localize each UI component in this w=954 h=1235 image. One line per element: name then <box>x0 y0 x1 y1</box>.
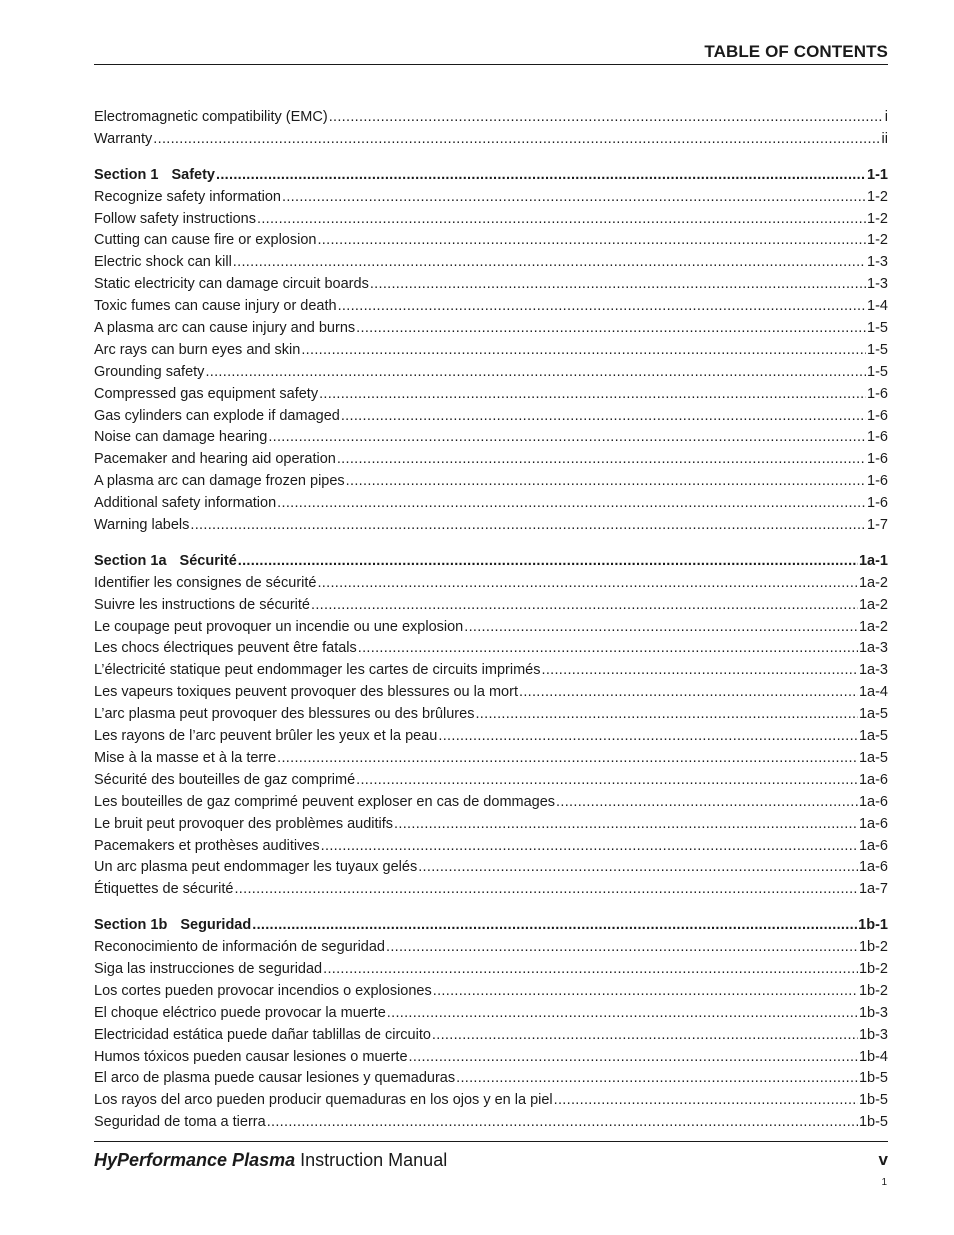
toc-entry-title: Electric shock can kill <box>94 254 232 271</box>
toc-page-number: 1-6 <box>867 407 888 424</box>
footer-brand: HyPerformance Plasma <box>94 1150 296 1170</box>
toc-page-number: 1b-3 <box>858 1004 888 1021</box>
dot-leader <box>475 704 858 726</box>
toc-entry[interactable] <box>94 1068 888 1090</box>
toc-page-number: 1b-2 <box>858 982 888 999</box>
toc-page-number: 1-2 <box>867 188 888 205</box>
toc-entry-title: Noise can damage hearing <box>94 429 268 446</box>
toc-entry-title: L’arc plasma peut provoquer des blessures ou des brûlures <box>94 706 475 723</box>
toc-page-number: 1a-2 <box>858 574 888 591</box>
toc-page-number: 1b-5 <box>858 1114 888 1131</box>
dot-leader <box>277 748 858 770</box>
toc-entry-title: Seguridad de toma a tierra <box>94 1114 266 1131</box>
toc-entry-title: Humos tóxicos pueden causar lesiones o muerte <box>94 1048 408 1065</box>
toc-entry[interactable] <box>94 792 888 814</box>
toc-page-number: 1a-3 <box>858 662 888 679</box>
toc-section-group <box>94 915 888 1134</box>
toc-section-title: Sécurité <box>179 552 237 569</box>
front-matter-group <box>94 107 888 151</box>
toc-entry-title: Les vapeurs toxiques peuvent provoquer des blessures ou la mort <box>94 684 518 701</box>
toc-entry-title: Warning labels <box>94 517 190 534</box>
dot-leader <box>554 1090 858 1112</box>
page-title: TABLE OF CONTENTS <box>704 42 888 61</box>
toc-entry[interactable] <box>94 857 888 879</box>
dot-leader <box>438 726 858 748</box>
toc-page-number: 1-5 <box>867 341 888 358</box>
dot-leader <box>311 595 858 617</box>
toc-entry-title: Toxic fumes can cause injury or death <box>94 298 337 315</box>
toc-section-number: Section 1b <box>94 917 168 934</box>
toc-entry[interactable] <box>94 384 888 406</box>
dot-leader <box>358 638 858 660</box>
toc-entry-title: Los cortes pueden provocar incendios o explosiones <box>94 982 432 999</box>
toc-page-number: 1b-2 <box>858 939 888 956</box>
dot-leader <box>238 551 858 573</box>
toc-entry[interactable] <box>94 682 888 704</box>
toc-entry-title: El arco de plasma puede causar lesiones y quemaduras <box>94 1070 456 1087</box>
dot-leader <box>257 209 866 231</box>
toc-entry[interactable] <box>94 107 888 129</box>
dot-leader <box>252 915 857 937</box>
dot-leader <box>433 981 858 1003</box>
dot-leader <box>319 384 866 406</box>
dot-leader <box>338 296 866 318</box>
toc-entry[interactable] <box>94 959 888 981</box>
toc-entry[interactable] <box>94 573 888 595</box>
toc-page-number: i <box>884 109 888 125</box>
toc-page-number: 1a-6 <box>858 815 888 832</box>
toc-entry[interactable] <box>94 129 888 151</box>
dot-leader <box>282 187 866 209</box>
toc-entry-title: Le bruit peut provoquer des problèmes auditifs <box>94 815 394 832</box>
toc-entry-title: Sécurité des bouteilles de gaz comprimé <box>94 771 356 788</box>
toc-entry-title: Identifier les consignes de sécurité <box>94 574 317 591</box>
toc-entry-title: Les chocs électriques peuvent être fatals <box>94 640 357 657</box>
dot-leader <box>370 274 866 296</box>
toc-page-number: 1a-7 <box>858 881 888 898</box>
dot-leader <box>346 471 866 493</box>
toc-section-title: Seguridad <box>180 917 252 934</box>
dot-leader <box>356 318 866 340</box>
dot-leader <box>418 857 858 879</box>
footer-divider <box>94 1141 888 1142</box>
toc-entry-title: Étiquettes de sécurité <box>94 881 234 898</box>
toc-entry[interactable] <box>94 726 888 748</box>
toc-entry[interactable] <box>94 981 888 1003</box>
toc-entry[interactable] <box>94 617 888 639</box>
toc-entry-title: Les bouteilles de gaz comprimé peuvent exploser en cas de dommages <box>94 793 556 810</box>
toc-entry[interactable] <box>94 515 888 537</box>
toc-page-number: 1-7 <box>867 517 888 534</box>
toc-entry[interactable] <box>94 449 888 471</box>
dot-leader <box>541 660 857 682</box>
table-of-contents <box>94 107 888 1148</box>
toc-section-group <box>94 551 888 901</box>
toc-entry-title: Le coupage peut provoquer un incendie ou une explosion <box>94 618 464 635</box>
toc-entry-title: Reconocimiento de información de seguridad <box>94 939 385 956</box>
toc-entry[interactable] <box>94 362 888 384</box>
dot-leader <box>205 362 866 384</box>
dot-leader <box>317 230 866 252</box>
toc-page-number: 1-4 <box>867 298 888 315</box>
toc-entry[interactable] <box>94 1047 888 1069</box>
toc-entry-title: A plasma arc can cause injury and burns <box>94 320 356 337</box>
toc-page-number: 1a-5 <box>858 706 888 723</box>
toc-page-number: 1b-2 <box>858 960 888 977</box>
toc-entry[interactable] <box>94 1090 888 1112</box>
toc-page-number: 1-1 <box>867 166 888 183</box>
dot-leader <box>556 792 858 814</box>
toc-entry-title: Arc rays can burn eyes and skin <box>94 341 301 358</box>
toc-entry[interactable] <box>94 318 888 340</box>
toc-entry-title: Static electricity can damage circuit boards <box>94 276 369 293</box>
dot-leader <box>317 573 858 595</box>
toc-page-number: 1b-1 <box>858 917 888 934</box>
toc-section-heading[interactable] <box>94 915 888 937</box>
toc-page-number: 1-3 <box>867 254 888 271</box>
toc-entry-title: Cutting can cause fire or explosion <box>94 232 317 249</box>
toc-entry[interactable] <box>94 493 888 515</box>
toc-entry[interactable] <box>94 1112 888 1134</box>
toc-entry-title: Follow safety instructions <box>94 210 256 227</box>
toc-entry-title: Les rayons de l’arc peuvent brûler les yeux et la peau <box>94 728 438 745</box>
toc-page-number: 1a-1 <box>858 552 888 569</box>
dot-leader <box>341 406 866 428</box>
toc-entry[interactable] <box>94 406 888 428</box>
toc-entry-title: Pacemakers et prothèses auditives <box>94 837 320 854</box>
toc-entry[interactable] <box>94 770 888 792</box>
toc-entry-title: Mise à la masse et à la terre <box>94 749 277 766</box>
toc-page-number: 1b-5 <box>858 1070 888 1087</box>
toc-page-number: 1b-5 <box>858 1092 888 1109</box>
toc-entry[interactable] <box>94 340 888 362</box>
toc-page-number: 1-6 <box>867 385 888 402</box>
toc-entry[interactable] <box>94 471 888 493</box>
toc-entry[interactable] <box>94 1003 888 1025</box>
toc-section-label <box>94 551 237 573</box>
toc-page-number: 1-5 <box>867 320 888 337</box>
toc-page-number: 1-6 <box>867 429 888 446</box>
toc-entry[interactable] <box>94 879 888 901</box>
toc-section-heading[interactable] <box>94 551 888 573</box>
dot-leader <box>301 340 866 362</box>
toc-page-number: ii <box>881 130 888 147</box>
toc-entry[interactable] <box>94 595 888 617</box>
dot-leader <box>356 770 858 792</box>
toc-entry-title: El choque eléctrico puede provocar la muerte <box>94 1004 386 1021</box>
toc-section-number: Section 1 <box>94 166 159 183</box>
dot-leader <box>337 449 866 471</box>
toc-entry-title: Grounding safety <box>94 363 205 380</box>
toc-entry-title: A plasma arc can damage frozen pipes <box>94 473 345 490</box>
toc-page-number: 1a-4 <box>858 684 888 701</box>
dot-leader <box>190 515 866 537</box>
toc-entry-title: Los rayos del arco pueden producir quemaduras en los ojos y en la piel <box>94 1092 553 1109</box>
toc-page-number: 1a-5 <box>858 749 888 766</box>
dot-leader <box>409 1047 858 1069</box>
toc-entry[interactable] <box>94 187 888 209</box>
dot-leader <box>329 107 884 129</box>
toc-entry-title: Siga las instrucciones de seguridad <box>94 960 323 977</box>
toc-page-number: 1-3 <box>867 276 888 293</box>
page-number: v <box>878 1150 888 1169</box>
toc-entry[interactable] <box>94 296 888 318</box>
toc-section-number: Section 1a <box>94 552 167 569</box>
toc-entry-title: Suivre les instructions de sécurité <box>94 596 310 613</box>
dot-leader <box>387 1003 858 1025</box>
toc-section-label <box>94 915 251 937</box>
toc-page-number: 1b-4 <box>858 1048 888 1065</box>
toc-section-heading[interactable] <box>94 165 888 187</box>
dot-leader <box>267 1112 858 1134</box>
toc-entry-title: Electromagnetic compatibility (EMC) <box>94 109 328 125</box>
toc-page-number: 1b-3 <box>858 1026 888 1043</box>
dot-leader <box>432 1025 858 1047</box>
toc-page-number: 1-6 <box>867 495 888 512</box>
footer-manual-label: Instruction Manual <box>300 1150 448 1170</box>
toc-entry-title: Gas cylinders can explode if damaged <box>94 407 340 424</box>
dot-leader <box>277 493 866 515</box>
toc-page-number: 1a-2 <box>858 618 888 635</box>
dot-leader <box>321 836 858 858</box>
dot-leader <box>234 879 858 901</box>
toc-entry-title: Electricidad estática puede dañar tablillas de circuito <box>94 1026 431 1043</box>
toc-entry[interactable] <box>94 274 888 296</box>
toc-section-group <box>94 165 888 537</box>
dot-leader <box>153 129 880 151</box>
toc-page-number: 1-2 <box>867 232 888 249</box>
toc-entry[interactable] <box>94 1025 888 1047</box>
dot-leader <box>268 427 866 449</box>
toc-entry[interactable] <box>94 252 888 274</box>
toc-entry[interactable] <box>94 230 888 252</box>
dot-leader <box>216 165 866 187</box>
dot-leader <box>394 814 858 836</box>
dot-leader <box>323 959 858 981</box>
print-mark: 1 <box>881 1177 887 1188</box>
toc-page-number: 1-6 <box>867 473 888 490</box>
toc-entry-title: Compressed gas equipment safety <box>94 385 319 402</box>
toc-entry[interactable] <box>94 937 888 959</box>
toc-entry-title: L’électricité statique peut endommager les cartes de circuits imprimés <box>94 662 541 679</box>
footer-manual-title <box>94 1150 447 1171</box>
toc-entry[interactable] <box>94 748 888 770</box>
toc-entry[interactable] <box>94 638 888 660</box>
toc-page-number: 1a-3 <box>858 640 888 657</box>
toc-page-number: 1-6 <box>867 451 888 468</box>
toc-entry-title: Warranty <box>94 130 153 147</box>
dot-leader <box>464 617 858 639</box>
toc-page-number: 1-2 <box>867 210 888 227</box>
toc-entry[interactable] <box>94 209 888 231</box>
toc-entry[interactable] <box>94 660 888 682</box>
toc-page-number: 1a-2 <box>858 596 888 613</box>
dot-leader <box>233 252 866 274</box>
toc-page-number: 1-5 <box>867 363 888 380</box>
dot-leader <box>386 937 858 959</box>
dot-leader <box>519 682 858 704</box>
toc-entry-title: Additional safety information <box>94 495 277 512</box>
toc-page-number: 1a-5 <box>858 728 888 745</box>
toc-entry-title: Un arc plasma peut endommager les tuyaux gelés <box>94 859 418 876</box>
toc-entry-title: Recognize safety information <box>94 188 281 205</box>
toc-page-number: 1a-6 <box>858 793 888 810</box>
toc-section-title: Safety <box>171 166 215 183</box>
toc-entry[interactable] <box>94 836 888 858</box>
header-divider <box>94 64 888 65</box>
toc-page-number: 1a-6 <box>858 859 888 876</box>
toc-entry[interactable] <box>94 814 888 836</box>
toc-section-label <box>94 165 215 187</box>
toc-entry[interactable] <box>94 427 888 449</box>
toc-page-number: 1a-6 <box>858 771 888 788</box>
toc-entry-title: Pacemaker and hearing aid operation <box>94 451 336 468</box>
toc-entry[interactable] <box>94 704 888 726</box>
toc-page-number: 1a-6 <box>858 837 888 854</box>
dot-leader <box>456 1068 858 1090</box>
